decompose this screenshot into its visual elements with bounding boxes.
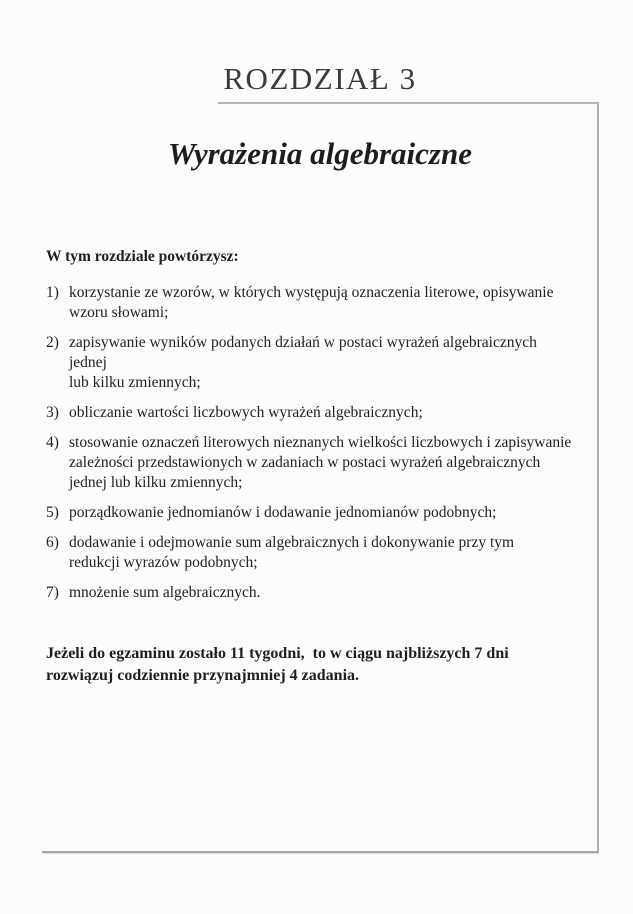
list-item-text: stosowanie oznaczeń literowych nieznanych wielkości liczbowych i zapisywanie zależności przedstawionych w zadaniach w postaci wyrażeń algebraicznych jednej lub kilku zmiennych; xyxy=(69,434,572,491)
list-item xyxy=(46,503,566,523)
list-item xyxy=(46,283,566,323)
study-plan-note: Jeżeli do egzaminu zostało 11 tygodni, to w ciągu najbliższych 7 dni rozwiązuj codziennie przynajmniej 4 zadania. xyxy=(46,645,509,684)
list-item xyxy=(46,333,566,393)
list-item-number: 1) xyxy=(46,284,59,301)
list-item-number: 2) xyxy=(46,334,59,351)
list-item-number: 3) xyxy=(46,404,59,421)
topics-list xyxy=(46,283,572,603)
list-item-number: 6) xyxy=(46,534,59,551)
list-item-text: mnożenie sum algebraicznych. xyxy=(69,584,261,601)
list-item xyxy=(46,583,566,603)
intro-heading: W tym rozdziale powtórzysz: xyxy=(46,248,239,265)
list-item xyxy=(46,533,566,573)
list-item-number: 5) xyxy=(46,504,59,521)
frame-top-rule xyxy=(218,102,599,104)
list-item-text: porządkowanie jednomianów i dodawanie jednomianów podobnych; xyxy=(69,504,497,521)
list-item xyxy=(46,403,566,423)
chapter-title: Wyrażenia algebraiczne xyxy=(168,136,472,171)
chapter-label: ROZDZIAŁ 3 xyxy=(223,61,417,96)
chapter-intro xyxy=(46,247,572,687)
list-item-number: 7) xyxy=(46,584,59,601)
list-item-text: korzystanie ze wzorów, w których występują oznaczenia literowe, opisywanie wzoru słowami; xyxy=(69,284,554,321)
list-item-text: obliczanie wartości liczbowych wyrażeń algebraicznych; xyxy=(69,404,423,421)
frame-bottom-rule xyxy=(42,851,599,853)
list-item-text: zapisywanie wyników podanych działań w postaci wyrażeń algebraicznych jednej lub kilku zmiennych; xyxy=(69,334,537,391)
list-item xyxy=(46,433,572,493)
list-item-text: dodawanie i odejmowanie sum algebraicznych i dokonywanie przy tym redukcji wyrazów podobnych; xyxy=(69,534,515,571)
frame-right-rule xyxy=(597,102,599,852)
list-item-number: 4) xyxy=(46,434,59,451)
